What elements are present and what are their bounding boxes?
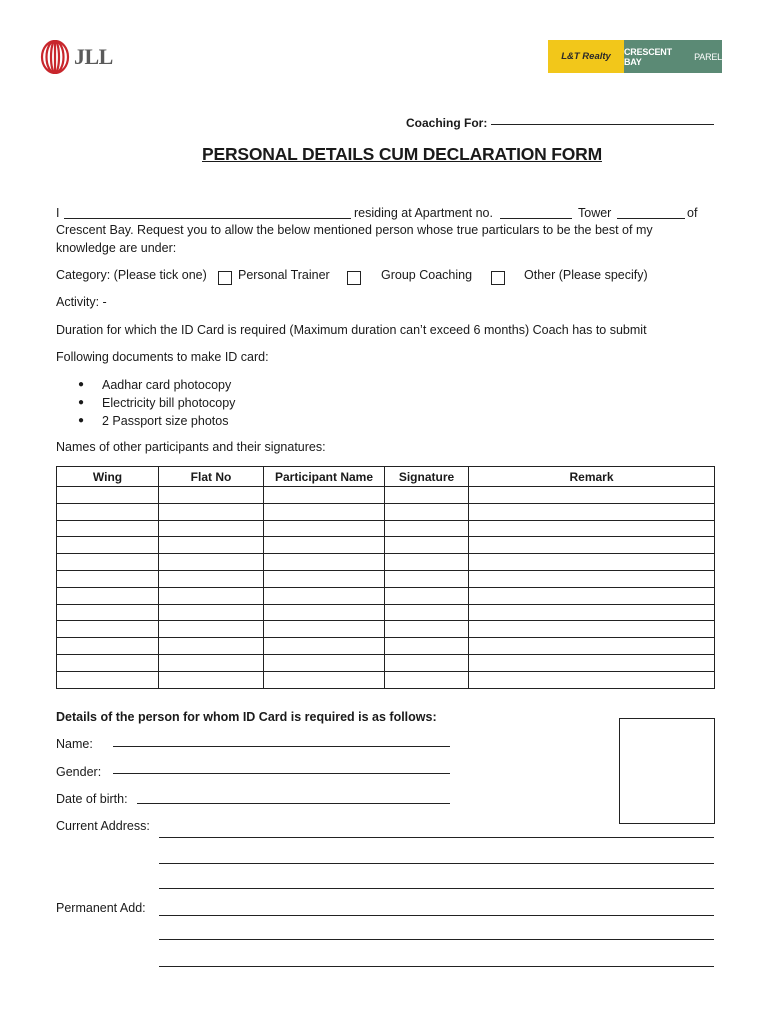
lt-realty-label: L&T Realty: [548, 40, 624, 73]
column-header-flat-no: Flat No: [159, 467, 264, 487]
cell-wing[interactable]: [57, 554, 159, 571]
cell-participant-name[interactable]: [264, 671, 385, 688]
coaching-for-label: Coaching For:: [406, 116, 488, 130]
cell-signature[interactable]: [385, 570, 469, 587]
name-field[interactable]: [113, 746, 450, 747]
cell-flat-no[interactable]: [159, 487, 264, 504]
activity-label: Activity: -: [56, 295, 107, 309]
cell-wing[interactable]: [57, 520, 159, 537]
duration-text: Duration for which the ID Card is required (Maximum duration can’t exceed 6 months) Coach has to submit: [56, 323, 647, 337]
current-address-line-2[interactable]: [159, 863, 714, 864]
cell-signature[interactable]: [385, 520, 469, 537]
cell-signature[interactable]: [385, 638, 469, 655]
cell-participant-name[interactable]: [264, 621, 385, 638]
declaration-line-2: Crescent Bay. Request you to allow the below mentioned person whose true particulars to be the best of my: [56, 223, 653, 237]
table-row: [57, 621, 715, 638]
cell-signature[interactable]: [385, 587, 469, 604]
cell-signature[interactable]: [385, 503, 469, 520]
cell-flat-no[interactable]: [159, 570, 264, 587]
permanent-address-line-1[interactable]: [159, 915, 714, 916]
participants-table-body: [57, 487, 715, 689]
dob-label: Date of birth:: [56, 792, 128, 806]
option-personal-trainer: Personal Trainer: [238, 268, 330, 282]
checkbox-group-coaching[interactable]: [347, 271, 361, 285]
dob-field[interactable]: [137, 803, 450, 804]
gender-field[interactable]: [113, 773, 450, 774]
column-header-participant-name: Participant Name: [264, 467, 385, 487]
declaration-residing: residing at Apartment no.: [354, 206, 493, 220]
option-other: Other (Please specify): [524, 268, 648, 282]
cell-remark[interactable]: [469, 671, 715, 688]
gender-label: Gender:: [56, 765, 102, 779]
name-label: Name:: [56, 737, 93, 751]
cell-signature[interactable]: [385, 654, 469, 671]
apartment-no-field[interactable]: [500, 218, 572, 219]
cell-participant-name[interactable]: [264, 638, 385, 655]
crescent-bay-label: [624, 40, 722, 73]
jll-emblem-icon: [40, 40, 70, 74]
cell-remark[interactable]: [469, 604, 715, 621]
table-row: [57, 587, 715, 604]
cell-participant-name[interactable]: [264, 587, 385, 604]
cell-flat-no[interactable]: [159, 671, 264, 688]
list-item: ● Electricity bill photocopy: [56, 394, 235, 412]
cell-participant-name[interactable]: [264, 604, 385, 621]
tower-field[interactable]: [617, 218, 685, 219]
cell-remark[interactable]: [469, 554, 715, 571]
table-row: [57, 604, 715, 621]
permanent-address-line-3[interactable]: [159, 966, 714, 967]
cell-signature[interactable]: [385, 537, 469, 554]
form-title: PERSONAL DETAILS CUM DECLARATION FORM: [202, 144, 602, 164]
cell-remark[interactable]: [469, 537, 715, 554]
cell-remark[interactable]: [469, 503, 715, 520]
lt-realty-logo: [548, 40, 722, 73]
cell-participant-name[interactable]: [264, 554, 385, 571]
cell-flat-no[interactable]: [159, 654, 264, 671]
documents-list: [56, 376, 235, 430]
permanent-address-label: Permanent Add:: [56, 901, 146, 915]
cell-remark[interactable]: [469, 587, 715, 604]
crescent-bay-bold: CRESCENT BAY: [624, 46, 672, 67]
current-address-line-1[interactable]: [159, 837, 714, 838]
table-row: [57, 487, 715, 504]
cell-flat-no[interactable]: [159, 638, 264, 655]
jll-logo: [40, 40, 113, 74]
category-label: Category: (Please tick one): [56, 268, 207, 282]
option-group-coaching: Group Coaching: [381, 268, 473, 282]
list-item: ● 2 Passport size photos: [56, 412, 235, 430]
cell-remark[interactable]: [469, 570, 715, 587]
parel-label: PAREL: [694, 51, 722, 62]
cell-wing[interactable]: [57, 487, 159, 504]
table-row: [57, 638, 715, 655]
cell-remark[interactable]: [469, 638, 715, 655]
cell-flat-no[interactable]: [159, 554, 264, 571]
cell-remark[interactable]: [469, 487, 715, 504]
checkbox-other[interactable]: [491, 271, 505, 285]
permanent-address-line-2[interactable]: [159, 939, 714, 940]
cell-wing[interactable]: [57, 621, 159, 638]
cell-wing[interactable]: [57, 604, 159, 621]
photo-box[interactable]: [619, 718, 715, 824]
table-row: [57, 537, 715, 554]
cell-participant-name[interactable]: [264, 520, 385, 537]
cell-remark[interactable]: [469, 654, 715, 671]
cell-participant-name[interactable]: [264, 487, 385, 504]
table-row: [57, 570, 715, 587]
participants-table: [56, 466, 715, 689]
cell-participant-name[interactable]: [264, 503, 385, 520]
declaration-tower: Tower: [578, 206, 612, 220]
column-header-signature: Signature: [385, 467, 469, 487]
jll-logo-text: JLL: [74, 44, 113, 69]
declaration-i: I: [56, 206, 60, 220]
cell-signature[interactable]: [385, 604, 469, 621]
cell-remark[interactable]: [469, 520, 715, 537]
table-row: [57, 503, 715, 520]
details-heading: Details of the person for whom ID Card is required is as follows:: [56, 710, 437, 724]
cell-wing[interactable]: [57, 587, 159, 604]
column-header-wing: Wing: [57, 467, 159, 487]
declaration-line-3: knowledge are under:: [56, 241, 177, 255]
list-item: ● Aadhar card photocopy: [56, 376, 235, 394]
cell-signature[interactable]: [385, 554, 469, 571]
table-row: [57, 671, 715, 688]
table-row: [57, 654, 715, 671]
cell-wing[interactable]: [57, 638, 159, 655]
checkbox-personal-trainer[interactable]: [218, 271, 232, 285]
cell-participant-name[interactable]: [264, 654, 385, 671]
cell-wing[interactable]: [57, 537, 159, 554]
cell-signature[interactable]: [385, 671, 469, 688]
cell-participant-name[interactable]: [264, 570, 385, 587]
cell-flat-no[interactable]: [159, 587, 264, 604]
current-address-label: Current Address:: [56, 819, 150, 833]
cell-signature[interactable]: [385, 487, 469, 504]
cell-wing[interactable]: [57, 671, 159, 688]
participants-intro: Names of other participants and their signatures:: [56, 440, 326, 454]
declaration-of: of: [687, 206, 698, 220]
current-address-line-3[interactable]: [159, 888, 714, 889]
cell-wing[interactable]: [57, 654, 159, 671]
cell-flat-no[interactable]: [159, 604, 264, 621]
documents-intro: Following documents to make ID card:: [56, 350, 269, 364]
cell-flat-no[interactable]: [159, 520, 264, 537]
cell-remark[interactable]: [469, 621, 715, 638]
table-row: [57, 520, 715, 537]
cell-flat-no[interactable]: [159, 621, 264, 638]
cell-wing[interactable]: [57, 503, 159, 520]
cell-flat-no[interactable]: [159, 503, 264, 520]
column-header-remark: Remark: [469, 467, 715, 487]
cell-flat-no[interactable]: [159, 537, 264, 554]
cell-wing[interactable]: [57, 570, 159, 587]
cell-participant-name[interactable]: [264, 537, 385, 554]
coaching-for-field[interactable]: [491, 124, 714, 125]
declarant-name-field[interactable]: [64, 218, 351, 219]
cell-signature[interactable]: [385, 621, 469, 638]
table-row: [57, 554, 715, 571]
table-header-row: [57, 467, 715, 487]
